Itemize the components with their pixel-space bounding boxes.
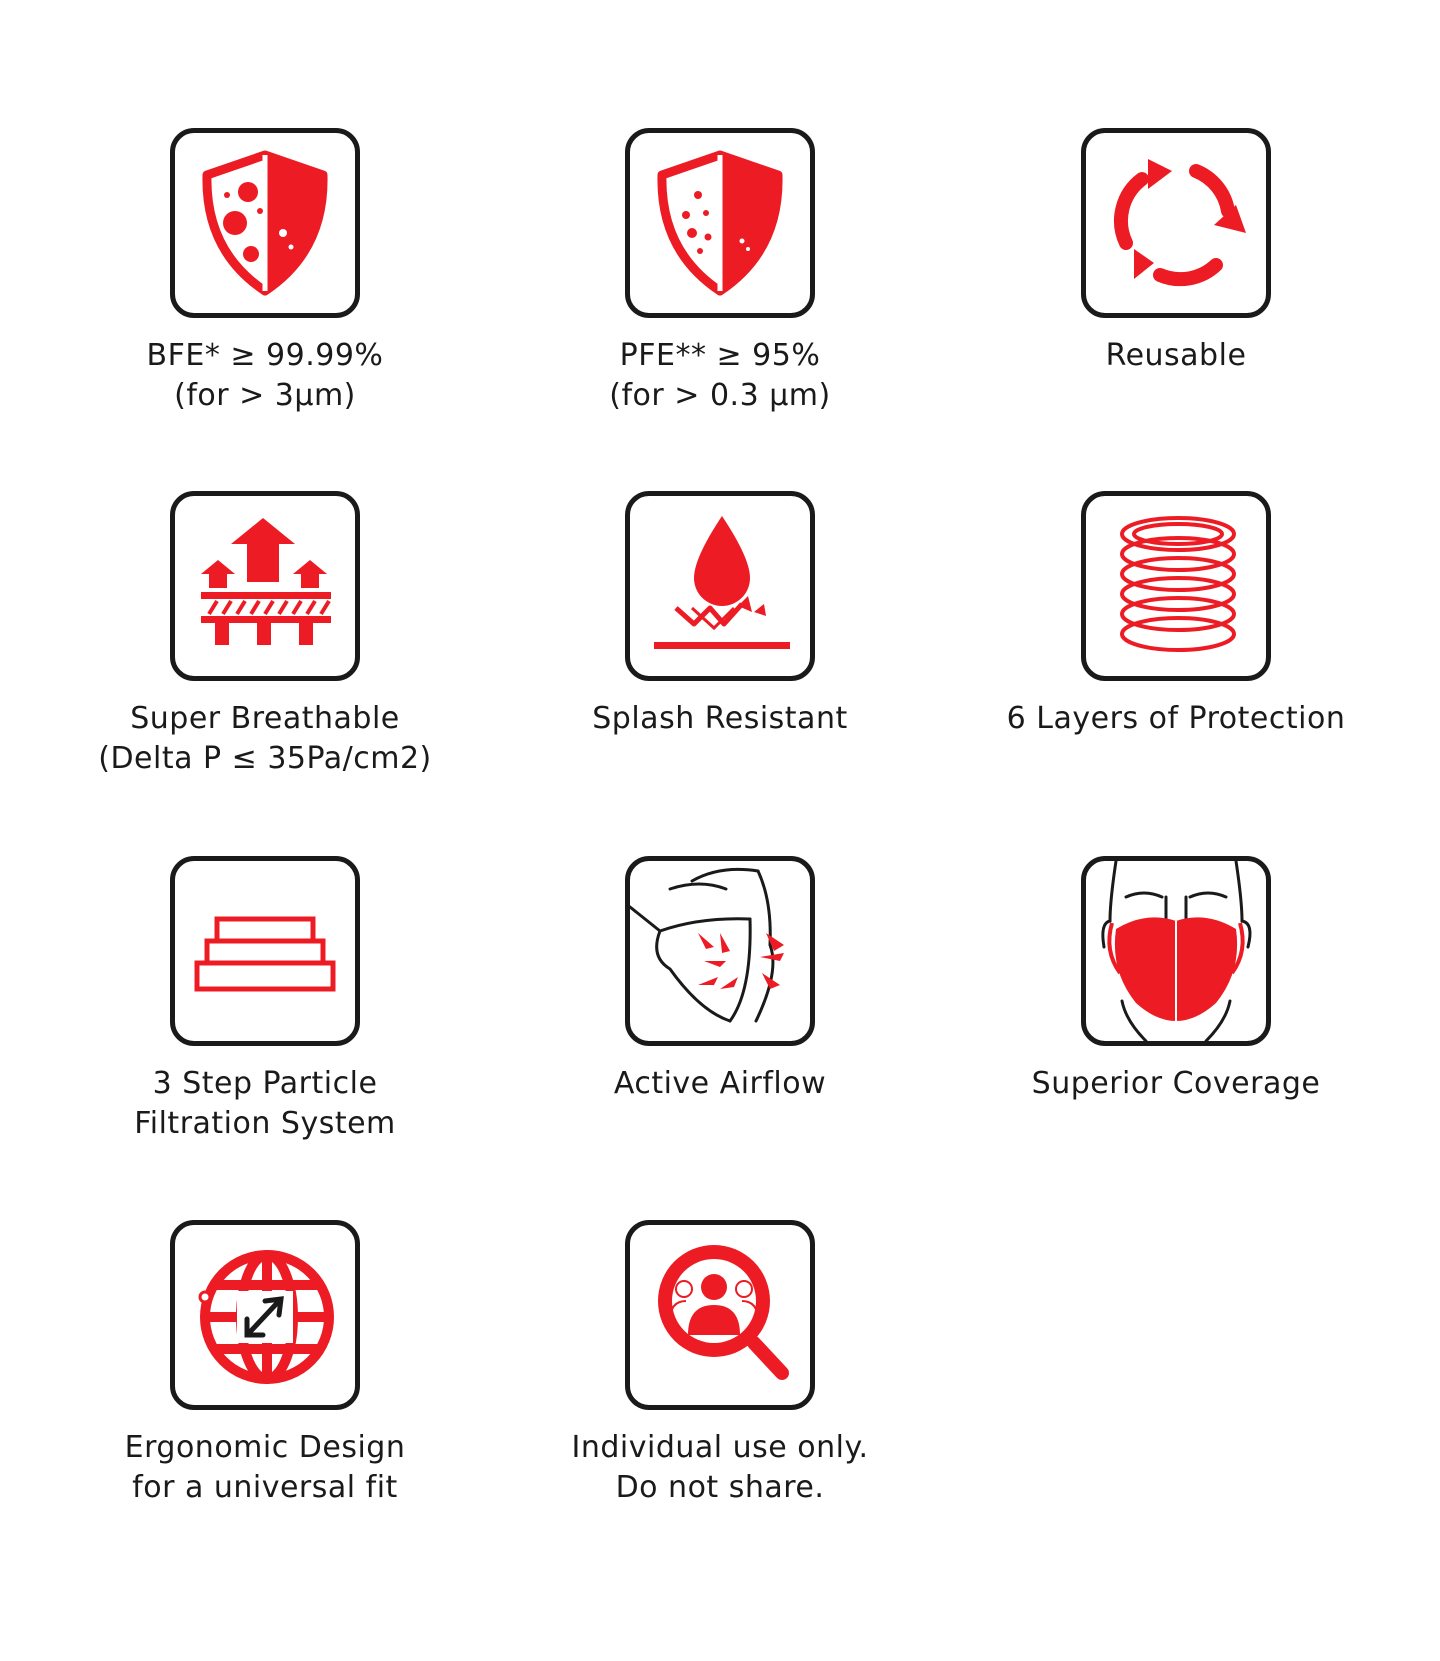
filter-steps-icon: [175, 861, 355, 1041]
mask-face-icon: [1086, 861, 1266, 1041]
icon-frame: [170, 491, 360, 681]
feature-label-line1: 3 Step Particle: [152, 1066, 378, 1101]
feature-label: [75, 336, 455, 416]
magnifier-person-icon: [630, 1225, 810, 1405]
icon-frame: [1081, 128, 1271, 318]
feature-label-line2: Filtration System: [134, 1106, 396, 1141]
feature-label-line1: Splash Resistant: [592, 701, 848, 736]
feature-label: [530, 1064, 910, 1104]
feature-label-line2: Do not share.: [615, 1470, 825, 1505]
breathable-arrows-icon: [175, 496, 355, 676]
feature-label: [986, 1064, 1366, 1104]
feature-label: [75, 699, 455, 779]
feature-label: [530, 699, 910, 739]
particle-shield-icon: [630, 133, 810, 313]
feature-label-line2: (for > 0.3 μm): [609, 378, 831, 413]
feature-label: [986, 699, 1366, 739]
layers-stack-icon: [1086, 496, 1266, 676]
feature-label-line2: (for > 3μm): [174, 378, 356, 413]
recycle-arrows-icon: [1086, 133, 1266, 313]
virus-shield-icon: [175, 133, 355, 313]
icon-frame: [1081, 856, 1271, 1046]
feature-label-line1: Super Breathable: [130, 701, 400, 736]
icon-frame: [170, 856, 360, 1046]
icon-frame: [1081, 491, 1271, 681]
feature-label: [986, 336, 1366, 376]
feature-label: [75, 1428, 455, 1508]
icon-frame: [625, 491, 815, 681]
feature-label-line1: Active Airflow: [613, 1066, 827, 1101]
airflow-face-icon: [630, 861, 810, 1041]
feature-label-line2: for a universal fit: [132, 1470, 398, 1505]
feature-label-line2: (Delta P ≤ 35Pa/cm2): [98, 741, 432, 776]
feature-label-line1: Ergonomic Design: [124, 1430, 406, 1465]
globe-resize-icon: [175, 1225, 355, 1405]
icon-frame: [170, 1220, 360, 1410]
feature-label: [75, 1064, 455, 1144]
icon-frame: [625, 856, 815, 1046]
feature-label: [530, 1428, 910, 1508]
feature-label-line1: Superior Coverage: [1031, 1066, 1321, 1101]
feature-label-line1: 6 Layers of Protection: [1006, 701, 1346, 736]
icon-frame: [625, 1220, 815, 1410]
feature-label-line1: Individual use only.: [571, 1430, 869, 1465]
water-drop-icon: [630, 496, 810, 676]
feature-label-line1: BFE* ≥ 99.99%: [146, 338, 384, 373]
feature-label-line1: PFE** ≥ 95%: [619, 338, 821, 373]
icon-frame: [625, 128, 815, 318]
icon-frame: [170, 128, 360, 318]
feature-label: [530, 336, 910, 416]
feature-label-line1: Reusable: [1105, 338, 1247, 373]
